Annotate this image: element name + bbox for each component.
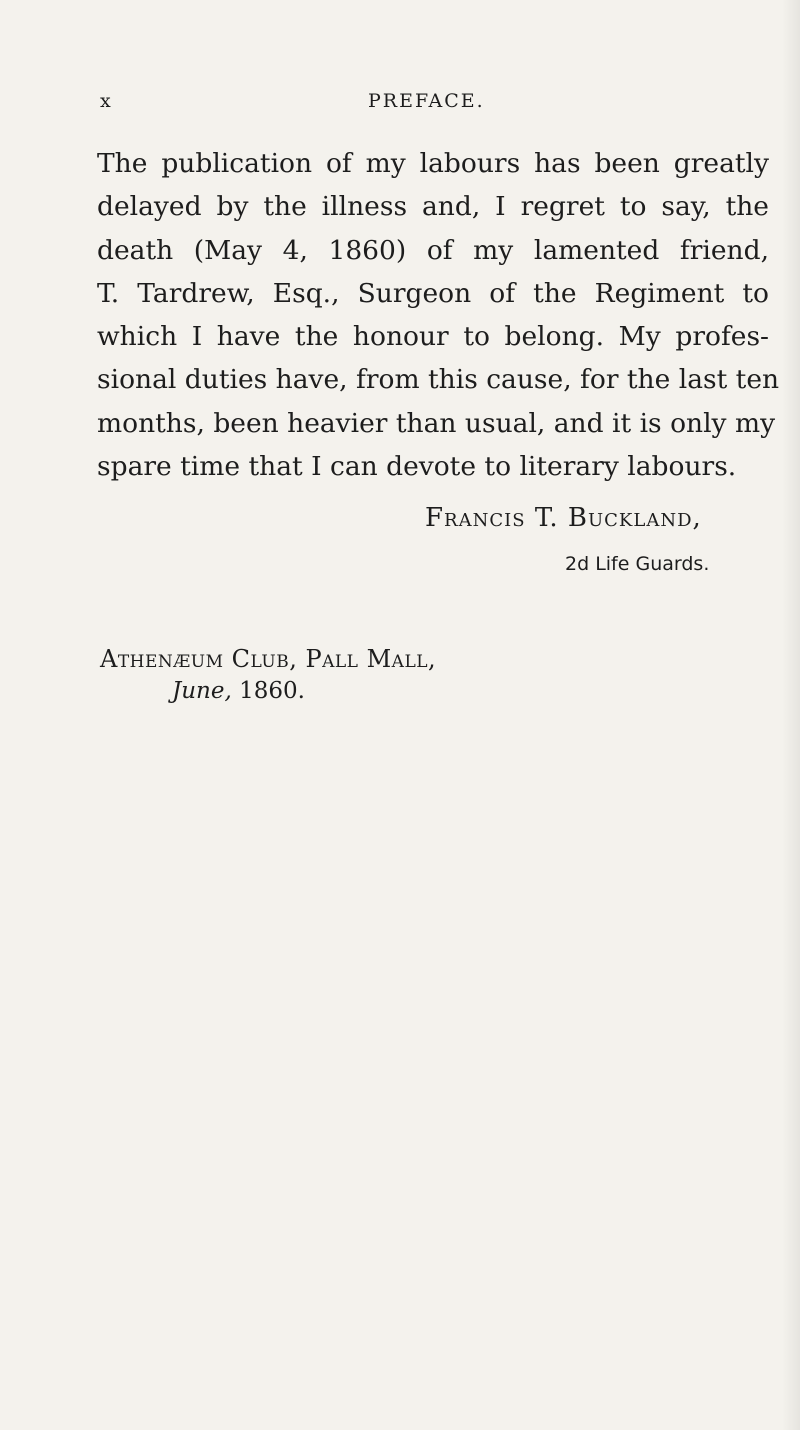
text-line: death (May 4, 1860) of my lamented friend, bbox=[97, 234, 769, 266]
preface-paragraph bbox=[97, 142, 780, 488]
page-number: x bbox=[100, 90, 112, 112]
dateline-month: June, bbox=[172, 678, 232, 704]
author-regiment: 2d Life Guards. bbox=[565, 553, 710, 575]
running-title: PREFACE. bbox=[368, 90, 485, 112]
dateline-year: 1860. bbox=[239, 678, 305, 704]
author-signature: Francis T. Buckland, bbox=[425, 503, 702, 533]
running-head bbox=[100, 90, 740, 118]
dateline-date bbox=[172, 678, 305, 704]
dateline-place: Athenæum Club, Pall Mall, bbox=[100, 645, 437, 673]
text-line: sional duties have, from this cause, for the last ten bbox=[97, 364, 780, 396]
text-line: which I have the honour to belong. My profes- bbox=[97, 321, 769, 353]
text-line: The publication of my labours has been greatly bbox=[97, 148, 769, 179]
text-line: months, been heavier than usual, and it is only my bbox=[97, 407, 776, 439]
text-line: spare time that I can devote to literary labours. bbox=[97, 451, 737, 483]
text-line: delayed by the illness and, I regret to say, the bbox=[97, 191, 769, 223]
page-edge-shadow bbox=[782, 0, 800, 1430]
text-line: T. Tardrew, Esq., Surgeon of the Regiment to bbox=[97, 277, 769, 309]
